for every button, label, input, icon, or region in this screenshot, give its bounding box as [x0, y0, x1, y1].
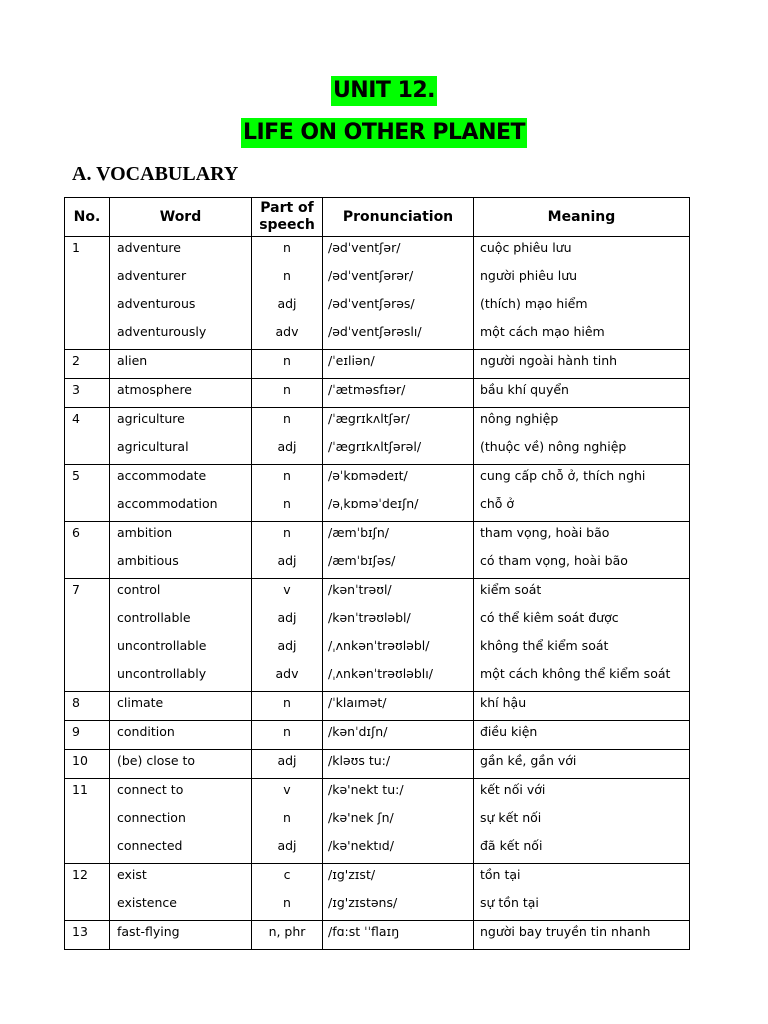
- cell-part-of-speech-text: n: [283, 240, 291, 255]
- cell-no-text: [72, 265, 109, 293]
- cell-meaning: [474, 436, 690, 465]
- cell-word-text: climate: [117, 695, 164, 710]
- table-row: [65, 408, 690, 437]
- cell-word: [110, 436, 252, 465]
- cell-pronunciation-text: /ˈætməsfɪər/: [328, 382, 406, 397]
- cell-part-of-speech-text: c: [283, 867, 291, 882]
- cell-part-of-speech: [252, 350, 323, 379]
- cell-part-of-speech: [252, 835, 323, 864]
- unit-title: [0, 76, 768, 106]
- cell-no-text: 10: [72, 753, 88, 768]
- cell-no-text: 6: [72, 525, 80, 540]
- cell-part-of-speech: [252, 522, 323, 551]
- cell-part-of-speech-text: n: [283, 525, 291, 540]
- cell-no-text: [72, 892, 109, 920]
- cell-meaning: [474, 350, 690, 379]
- cell-no: [65, 350, 110, 379]
- cell-meaning-text: tham vọng, hoài bão: [480, 525, 610, 540]
- cell-meaning: [474, 493, 690, 522]
- cell-meaning: [474, 807, 690, 835]
- table-row: [65, 663, 690, 692]
- cell-meaning-text: điều kiện: [480, 724, 538, 739]
- cell-part-of-speech-text: n: [283, 382, 291, 397]
- cell-word-text: ambition: [117, 525, 173, 540]
- cell-word: [110, 379, 252, 408]
- cell-no: [65, 493, 110, 522]
- cell-meaning-text: kết nối với: [480, 782, 546, 797]
- cell-pronunciation: [323, 721, 474, 750]
- unit-subtitle: [0, 118, 768, 148]
- cell-part-of-speech-text: n: [283, 411, 291, 426]
- table-row: [65, 750, 690, 779]
- table-row: [65, 493, 690, 522]
- cell-word-text: condition: [117, 724, 175, 739]
- cell-meaning: [474, 465, 690, 494]
- cell-part-of-speech: [252, 750, 323, 779]
- cell-pronunciation-text: /ədˈventʃər/: [328, 240, 401, 255]
- cell-pronunciation: [323, 293, 474, 321]
- section-heading: A. VOCABULARY: [72, 163, 239, 185]
- cell-part-of-speech: [252, 892, 323, 921]
- cell-word-text: adventurously: [117, 324, 207, 339]
- cell-part-of-speech: [252, 265, 323, 293]
- cell-part-of-speech-text: adj: [277, 553, 297, 568]
- cell-no-text: [72, 436, 109, 464]
- cell-pronunciation-text: /ˈægrɪkʌltʃər/: [328, 411, 410, 426]
- vocabulary-table-body: [65, 237, 690, 950]
- cell-word: [110, 835, 252, 864]
- cell-no: [65, 550, 110, 579]
- cell-pronunciation-text: /kə'nekt tu:/: [328, 782, 404, 797]
- cell-word: [110, 721, 252, 750]
- cell-word-text: connect to: [117, 782, 184, 797]
- cell-meaning-text: (thuộc về) nông nghiệp: [480, 439, 627, 454]
- cell-no: [65, 436, 110, 465]
- table-row: [65, 237, 690, 266]
- cell-meaning: [474, 892, 690, 921]
- cell-pronunciation-text: /æmˈbɪʃn/: [328, 525, 390, 540]
- cell-part-of-speech-text: n: [283, 810, 291, 825]
- cell-pronunciation: [323, 237, 474, 266]
- cell-part-of-speech-text: v: [283, 582, 291, 597]
- cell-meaning: [474, 692, 690, 721]
- cell-word: [110, 921, 252, 950]
- cell-no: [65, 835, 110, 864]
- cell-meaning-text: khí hậu: [480, 695, 527, 710]
- cell-no-text: [72, 607, 109, 635]
- cell-part-of-speech-text: n: [283, 468, 291, 483]
- cell-word: [110, 293, 252, 321]
- cell-pronunciation: [323, 892, 474, 921]
- cell-part-of-speech: [252, 692, 323, 721]
- cell-meaning-text: người phiêu lưu: [480, 268, 578, 283]
- cell-no-text: 3: [72, 382, 80, 397]
- cell-part-of-speech-text: n, phr: [268, 924, 306, 939]
- cell-pronunciation-text: /əˈkɒmədeɪt/: [328, 468, 408, 483]
- table-row: [65, 692, 690, 721]
- cell-meaning-text: có thể kiêm soát được: [480, 610, 619, 625]
- cell-pronunciation: [323, 436, 474, 465]
- cell-word-text: atmosphere: [117, 382, 192, 397]
- cell-word-text: (be) close to: [117, 753, 196, 768]
- cell-no-text: [72, 321, 109, 349]
- cell-meaning: [474, 835, 690, 864]
- cell-no-text: [72, 835, 109, 863]
- cell-meaning-text: gần kề, gần với: [480, 753, 577, 768]
- table-row: [65, 807, 690, 835]
- table-row: [65, 721, 690, 750]
- table-row: [65, 779, 690, 808]
- cell-word-text: fast-flying: [117, 924, 180, 939]
- table-row: [65, 921, 690, 950]
- cell-pronunciation: [323, 607, 474, 635]
- cell-no: [65, 721, 110, 750]
- cell-pronunciation: [323, 835, 474, 864]
- cell-part-of-speech: [252, 321, 323, 350]
- cell-word-text: accommodate: [117, 468, 207, 483]
- cell-meaning: [474, 663, 690, 692]
- cell-part-of-speech: [252, 408, 323, 437]
- cell-pronunciation: [323, 321, 474, 350]
- cell-word: [110, 579, 252, 608]
- cell-no: [65, 864, 110, 893]
- cell-word-text: ambitious: [117, 553, 179, 568]
- cell-part-of-speech: [252, 237, 323, 266]
- cell-no-text: [72, 807, 109, 835]
- cell-pronunciation-text: /æmˈbɪʃəs/: [328, 553, 396, 568]
- cell-meaning-text: chỗ ở: [480, 496, 515, 511]
- cell-part-of-speech-text: n: [283, 895, 291, 910]
- cell-pronunciation-text: /ɪg'zɪstəns/: [328, 895, 398, 910]
- cell-pronunciation-text: /kə'nek ʃn/: [328, 810, 394, 825]
- cell-no: [65, 379, 110, 408]
- cell-no: [65, 293, 110, 321]
- cell-pronunciation-text: /kənˈtrəʊl/: [328, 582, 392, 597]
- cell-word-text: connection: [117, 810, 186, 825]
- cell-pronunciation: [323, 750, 474, 779]
- cell-no: [65, 522, 110, 551]
- cell-no: [65, 579, 110, 608]
- cell-no: [65, 408, 110, 437]
- cell-pronunciation-text: /ˌʌnkənˈtrəʊləblı/: [328, 666, 433, 681]
- cell-pronunciation-text: /ˈægrɪkʌltʃərəl/: [328, 439, 422, 454]
- cell-meaning: [474, 579, 690, 608]
- cell-meaning: [474, 864, 690, 893]
- header-word: Word: [110, 198, 252, 237]
- cell-no-text: 11: [72, 782, 88, 797]
- cell-meaning-text: tồn tại: [480, 867, 521, 882]
- cell-word-text: adventure: [117, 240, 181, 255]
- cell-pronunciation-text: /kənˈdɪʃn/: [328, 724, 388, 739]
- cell-no-text: 12: [72, 867, 88, 882]
- cell-pronunciation: [323, 350, 474, 379]
- cell-no: [65, 237, 110, 266]
- cell-pronunciation: [323, 635, 474, 663]
- cell-no-text: 4: [72, 411, 80, 426]
- cell-part-of-speech: [252, 663, 323, 692]
- cell-pronunciation-text: /ɪg'zɪst/: [328, 867, 376, 882]
- cell-no: [65, 663, 110, 692]
- cell-no-text: 9: [72, 724, 80, 739]
- cell-word: [110, 550, 252, 579]
- table-row: [65, 864, 690, 893]
- cell-pronunciation: [323, 522, 474, 551]
- cell-pronunciation: [323, 807, 474, 835]
- cell-word-text: connected: [117, 838, 183, 853]
- cell-meaning-text: cung cấp chỗ ở, thích nghi: [480, 468, 646, 483]
- cell-pronunciation-text: /ədˈventʃərər/: [328, 268, 414, 283]
- cell-part-of-speech: [252, 465, 323, 494]
- table-row: [65, 436, 690, 465]
- cell-part-of-speech-text: n: [283, 695, 291, 710]
- cell-word: [110, 607, 252, 635]
- cell-meaning: [474, 721, 690, 750]
- table-row: [65, 550, 690, 579]
- cell-part-of-speech-text: n: [283, 724, 291, 739]
- cell-no: [65, 892, 110, 921]
- cell-meaning: [474, 635, 690, 663]
- cell-pronunciation: [323, 493, 474, 522]
- cell-no-text: [72, 635, 109, 663]
- cell-pronunciation-text: /kləʊs tu:/: [328, 753, 391, 768]
- table-header-row: [65, 198, 690, 237]
- cell-part-of-speech: [252, 807, 323, 835]
- cell-meaning-text: cuộc phiêu lưu: [480, 240, 572, 255]
- cell-no: [65, 265, 110, 293]
- cell-pronunciation-text: /ədˈventʃərəslı/: [328, 324, 422, 339]
- cell-word-text: uncontrollable: [117, 638, 207, 653]
- cell-part-of-speech: [252, 779, 323, 808]
- cell-pronunciation: [323, 379, 474, 408]
- cell-meaning: [474, 550, 690, 579]
- cell-word-text: controllable: [117, 610, 191, 625]
- cell-word-text: control: [117, 582, 161, 597]
- cell-meaning-text: bầu khí quyển: [480, 382, 569, 397]
- table-row: [65, 607, 690, 635]
- cell-no-text: 1: [72, 240, 80, 255]
- cell-word-text: exist: [117, 867, 147, 882]
- cell-word: [110, 465, 252, 494]
- cell-no: [65, 635, 110, 663]
- cell-pronunciation: [323, 579, 474, 608]
- cell-pronunciation-text: /əˌkɒməˈdeɪʃn/: [328, 496, 419, 511]
- cell-word: [110, 321, 252, 350]
- cell-word-text: adventurer: [117, 268, 187, 283]
- header-no: No.: [65, 198, 110, 237]
- cell-part-of-speech: [252, 921, 323, 950]
- header-part-of-speech: Part of speech: [252, 198, 323, 237]
- cell-meaning-text: kiểm soát: [480, 582, 542, 597]
- cell-part-of-speech: [252, 607, 323, 635]
- cell-meaning: [474, 750, 690, 779]
- cell-word: [110, 350, 252, 379]
- cell-part-of-speech: [252, 635, 323, 663]
- table-row: [65, 350, 690, 379]
- cell-part-of-speech-text: adj: [277, 838, 297, 853]
- cell-pronunciation: [323, 921, 474, 950]
- unit-subtitle-text: LIFE ON OTHER PLANET: [241, 118, 527, 148]
- cell-no: [65, 750, 110, 779]
- cell-word-text: agriculture: [117, 411, 185, 426]
- cell-part-of-speech-text: adv: [275, 324, 299, 339]
- cell-no-text: [72, 293, 109, 321]
- cell-part-of-speech: [252, 579, 323, 608]
- cell-meaning-text: người ngoài hành tinh: [480, 353, 618, 368]
- cell-part-of-speech: [252, 379, 323, 408]
- cell-word: [110, 864, 252, 893]
- cell-no: [65, 607, 110, 635]
- cell-word: [110, 493, 252, 522]
- cell-meaning-text: đã kết nối: [480, 838, 543, 853]
- cell-meaning: [474, 293, 690, 321]
- cell-no-text: [72, 550, 109, 578]
- cell-word: [110, 265, 252, 293]
- cell-word: [110, 408, 252, 437]
- cell-meaning-text: nông nghiệp: [480, 411, 559, 426]
- cell-meaning: [474, 379, 690, 408]
- cell-word: [110, 635, 252, 663]
- cell-meaning: [474, 321, 690, 350]
- cell-word-text: adventurous: [117, 296, 196, 311]
- cell-no-text: 5: [72, 468, 80, 483]
- cell-pronunciation-text: /ˌʌnkənˈtrəʊləbl/: [328, 638, 430, 653]
- table-row: [65, 522, 690, 551]
- cell-meaning-text: sự tồn tại: [480, 895, 539, 910]
- table-row: [65, 379, 690, 408]
- cell-word: [110, 892, 252, 921]
- table-row: [65, 635, 690, 663]
- cell-pronunciation: [323, 864, 474, 893]
- cell-part-of-speech: [252, 293, 323, 321]
- table-row: [65, 892, 690, 921]
- cell-meaning: [474, 522, 690, 551]
- cell-part-of-speech: [252, 550, 323, 579]
- cell-no: [65, 321, 110, 350]
- cell-part-of-speech-text: adj: [277, 753, 297, 768]
- cell-part-of-speech-text: adj: [277, 296, 297, 311]
- cell-no-text: [72, 493, 109, 521]
- table-row: [65, 321, 690, 350]
- cell-no: [65, 465, 110, 494]
- cell-pronunciation-text: /fɑ:st ˈˈflaɪŋ: [328, 924, 400, 939]
- cell-part-of-speech-text: v: [283, 782, 291, 797]
- cell-pronunciation-text: /kənˈtrəʊləbl/: [328, 610, 411, 625]
- cell-part-of-speech-text: n: [283, 496, 291, 511]
- cell-pronunciation: [323, 465, 474, 494]
- cell-pronunciation-text: /ˈklaımət/: [328, 695, 387, 710]
- cell-pronunciation-text: /ˈeɪliən/: [328, 353, 375, 368]
- cell-no-text: [72, 663, 109, 691]
- cell-word: [110, 750, 252, 779]
- cell-meaning: [474, 779, 690, 808]
- header-meaning: Meaning: [474, 198, 690, 237]
- cell-part-of-speech: [252, 721, 323, 750]
- cell-meaning: [474, 265, 690, 293]
- table-row: [65, 465, 690, 494]
- cell-no: [65, 807, 110, 835]
- cell-no-text: 2: [72, 353, 80, 368]
- cell-word-text: existence: [117, 895, 177, 910]
- cell-pronunciation: [323, 408, 474, 437]
- cell-meaning-text: một cách không thể kiểm soát: [480, 666, 671, 681]
- cell-meaning-text: có tham vọng, hoài bão: [480, 553, 628, 568]
- cell-part-of-speech-text: adj: [277, 638, 297, 653]
- cell-part-of-speech: [252, 864, 323, 893]
- cell-no: [65, 779, 110, 808]
- cell-word: [110, 522, 252, 551]
- cell-meaning-text: một cách mạo hiêm: [480, 324, 605, 339]
- cell-word-text: accommodation: [117, 496, 218, 511]
- cell-part-of-speech-text: n: [283, 268, 291, 283]
- table-row: [65, 293, 690, 321]
- cell-meaning: [474, 408, 690, 437]
- cell-part-of-speech: [252, 436, 323, 465]
- cell-word-text: alien: [117, 353, 148, 368]
- cell-no-text: 13: [72, 924, 88, 939]
- header-pronunciation: Pronunciation: [323, 198, 474, 237]
- cell-word: [110, 237, 252, 266]
- cell-meaning-text: không thể kiểm soát: [480, 638, 609, 653]
- cell-meaning-text: sự kết nối: [480, 810, 542, 825]
- cell-meaning-text: (thích) mạo hiểm: [480, 296, 588, 311]
- cell-pronunciation: [323, 550, 474, 579]
- cell-word-text: uncontrollably: [117, 666, 207, 681]
- table-row: [65, 835, 690, 864]
- cell-word: [110, 692, 252, 721]
- cell-word: [110, 807, 252, 835]
- cell-part-of-speech-text: n: [283, 353, 291, 368]
- cell-meaning-text: người bay truyền tin nhanh: [480, 924, 651, 939]
- cell-meaning: [474, 921, 690, 950]
- cell-pronunciation-text: /ədˈventʃərəs/: [328, 296, 415, 311]
- cell-pronunciation: [323, 265, 474, 293]
- cell-part-of-speech: [252, 493, 323, 522]
- cell-pronunciation: [323, 663, 474, 692]
- vocabulary-table: [64, 197, 690, 950]
- cell-pronunciation: [323, 779, 474, 808]
- cell-word: [110, 779, 252, 808]
- cell-word: [110, 663, 252, 692]
- table-row: [65, 579, 690, 608]
- cell-meaning: [474, 237, 690, 266]
- cell-part-of-speech-text: adv: [275, 666, 299, 681]
- cell-word-text: agricultural: [117, 439, 189, 454]
- cell-no-text: 7: [72, 582, 80, 597]
- cell-pronunciation-text: /kə'nektıd/: [328, 838, 394, 853]
- cell-no-text: 8: [72, 695, 80, 710]
- cell-meaning: [474, 607, 690, 635]
- cell-pronunciation: [323, 692, 474, 721]
- cell-part-of-speech-text: adj: [277, 439, 297, 454]
- unit-title-text: UNIT 12.: [331, 76, 437, 106]
- table-row: [65, 265, 690, 293]
- cell-no: [65, 921, 110, 950]
- cell-no: [65, 692, 110, 721]
- cell-part-of-speech-text: adj: [277, 610, 297, 625]
